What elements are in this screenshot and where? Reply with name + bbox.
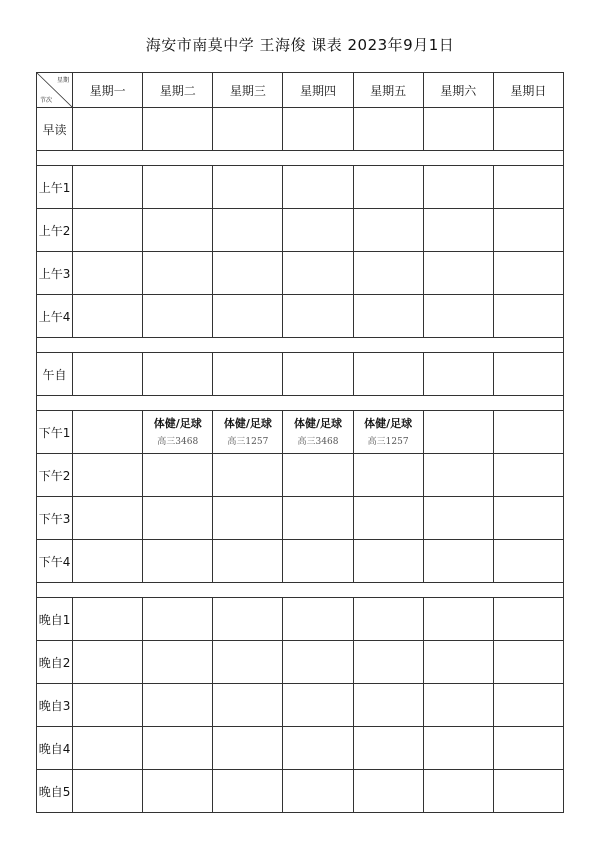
schedule-cell [213,295,283,338]
schedule-cell [73,770,143,813]
day-header-sun: 星期日 [493,73,563,108]
schedule-cell-tue-pm1 [143,411,213,454]
schedule-cell [283,108,353,151]
period-row-ev2 [37,641,564,684]
class-label: 高三3468 [297,437,339,447]
schedule-cell [353,598,423,641]
schedule-cell [73,166,143,209]
schedule-cell [493,108,563,151]
schedule-cell [73,641,143,684]
schedule-cell [213,353,283,396]
period-label: 早读 [37,108,73,151]
schedule-cell [73,411,143,454]
period-label: 晚自3 [37,684,73,727]
schedule-cell [423,497,493,540]
schedule-cell [143,770,213,813]
class-label: 高三3468 [157,437,199,447]
schedule-cell [423,727,493,770]
schedule-cell [213,684,283,727]
period-row-ev5 [37,770,564,813]
period-label: 下午1 [37,411,73,454]
schedule-cell [423,411,493,454]
separator-row [37,396,564,411]
period-row-pm4 [37,540,564,583]
schedule-cell [143,353,213,396]
class-label: 高三1257 [367,437,409,447]
schedule-cell [493,209,563,252]
schedule-cell [493,727,563,770]
schedule-cell [493,770,563,813]
separator-cell [37,396,564,411]
period-row-am4 [37,295,564,338]
period-row-ev1 [37,598,564,641]
schedule-cell [73,454,143,497]
schedule-cell [353,540,423,583]
day-header-tue: 星期二 [143,73,213,108]
schedule-cell [353,497,423,540]
schedule-cell [73,598,143,641]
period-row-ev3 [37,684,564,727]
schedule-cell-fri-pm1 [353,411,423,454]
period-row-pm1 [37,411,564,454]
schedule-cell [213,641,283,684]
schedule-cell [213,209,283,252]
schedule-cell [143,641,213,684]
period-label: 上午3 [37,252,73,295]
day-header-wed: 星期三 [213,73,283,108]
schedule-cell [283,454,353,497]
schedule-cell [493,497,563,540]
schedule-cell [73,295,143,338]
schedule-cell [283,598,353,641]
schedule-cell [283,209,353,252]
period-label: 下午2 [37,454,73,497]
class-label: 高三1257 [227,437,269,447]
corner-cell [37,73,73,108]
schedule-cell [143,108,213,151]
schedule-cell [493,295,563,338]
period-label: 午自 [37,353,73,396]
schedule-cell [213,770,283,813]
schedule-cell [213,454,283,497]
period-label: 上午1 [37,166,73,209]
period-label: 晚自4 [37,727,73,770]
separator-row [37,583,564,598]
schedule-cell [423,353,493,396]
subject-label: 体健/足球 [153,417,202,430]
period-row-noon [37,353,564,396]
schedule-cell [423,641,493,684]
schedule-cell [353,770,423,813]
schedule-cell [213,252,283,295]
period-label: 晚自2 [37,641,73,684]
schedule-cell [213,108,283,151]
period-row-am2 [37,209,564,252]
day-header-thu: 星期四 [283,73,353,108]
schedule-cell [73,497,143,540]
schedule-cell [353,108,423,151]
schedule-cell [143,252,213,295]
schedule-cell [423,684,493,727]
period-row-am3 [37,252,564,295]
schedule-cell [143,497,213,540]
schedule-cell [73,727,143,770]
schedule-cell [73,209,143,252]
schedule-cell [143,209,213,252]
period-row-ev4 [37,727,564,770]
period-label: 上午4 [37,295,73,338]
schedule-cell [353,727,423,770]
schedule-cell [353,684,423,727]
separator-cell [37,338,564,353]
schedule-cell [493,411,563,454]
schedule-cell [423,454,493,497]
schedule-cell [143,684,213,727]
day-header-mon: 星期一 [73,73,143,108]
schedule-cell [283,353,353,396]
schedule-cell [493,598,563,641]
period-row-pm2 [37,454,564,497]
schedule-cell [213,540,283,583]
corner-weekday-label: 星期 [57,77,70,84]
schedule-cell [353,166,423,209]
schedule-cell [423,540,493,583]
period-label: 下午4 [37,540,73,583]
schedule-cell [213,598,283,641]
schedule-cell [283,684,353,727]
day-header-fri: 星期五 [353,73,423,108]
schedule-cell [493,353,563,396]
schedule-cell [73,108,143,151]
period-label: 晚自1 [37,598,73,641]
schedule-cell [423,209,493,252]
schedule-cell [423,108,493,151]
schedule-cell [73,252,143,295]
page-title: 海安市南莫中学 王海俊 课表 2023年9月1日 [145,36,455,54]
schedule-cell [423,598,493,641]
schedule-cell [73,540,143,583]
period-row-early [37,108,564,151]
schedule-cell [283,166,353,209]
schedule-cell [353,641,423,684]
schedule-cell [493,540,563,583]
header-row [37,73,564,108]
schedule-cell [213,727,283,770]
schedule-cell [283,252,353,295]
schedule-cell [353,454,423,497]
schedule-cell [283,641,353,684]
schedule-cell [73,684,143,727]
schedule-cell [493,684,563,727]
schedule-cell [73,353,143,396]
schedule-cell [423,770,493,813]
subject-label: 体健/足球 [364,417,413,430]
schedule-cell [143,727,213,770]
separator-cell [37,583,564,598]
subject-label: 体健/足球 [223,417,272,430]
schedule-cell [493,641,563,684]
schedule-cell [283,540,353,583]
schedule-cell [353,209,423,252]
schedule-cell [423,166,493,209]
schedule-cell-wed-pm1 [213,411,283,454]
schedule-cell [423,252,493,295]
subject-label: 体健/足球 [293,417,343,430]
period-row-am1 [37,166,564,209]
schedule-cell [213,497,283,540]
corner-period-label: 节次 [40,97,53,104]
schedule-cell [493,252,563,295]
period-label: 晚自5 [37,770,73,813]
separator-row [37,338,564,353]
day-header-sat: 星期六 [423,73,493,108]
period-label: 上午2 [37,209,73,252]
schedule-cell [143,295,213,338]
schedule-cell [143,454,213,497]
period-label: 下午3 [37,497,73,540]
separator-cell [37,151,564,166]
schedule-cell [493,454,563,497]
schedule-cell [283,295,353,338]
separator-row [37,151,564,166]
schedule-cell [353,252,423,295]
schedule-cell [213,166,283,209]
period-row-pm3 [37,497,564,540]
schedule-cell [353,295,423,338]
schedule-cell [423,295,493,338]
schedule-cell [143,598,213,641]
schedule-cell-thu-pm1 [283,411,353,454]
schedule-cell [143,166,213,209]
schedule-cell [283,770,353,813]
schedule-cell [353,353,423,396]
schedule-cell [283,497,353,540]
schedule-cell [283,727,353,770]
schedule-cell [493,166,563,209]
schedule-cell [143,540,213,583]
schedule-table [36,72,564,813]
